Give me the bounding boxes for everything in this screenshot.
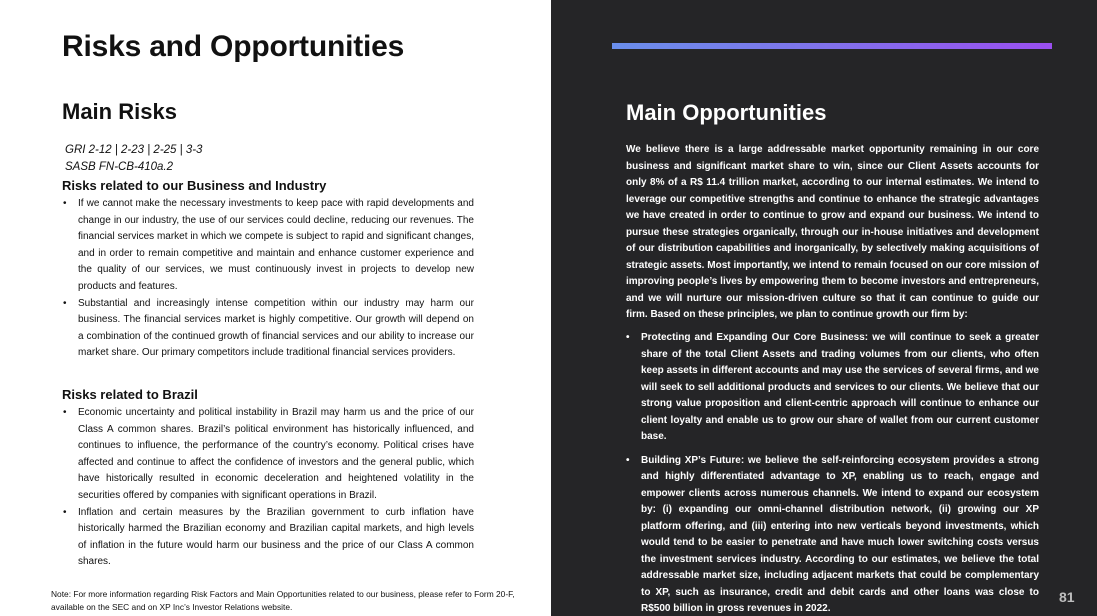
- page-number: 81: [1059, 589, 1075, 605]
- main-opportunities-heading: Main Opportunities: [626, 100, 827, 125]
- sasb-reference: SASB FN-CB-410a.2: [65, 161, 174, 173]
- list-item: • Substantial and increasingly intense competition within our industry may harm our business. The financial services market is highly competitive. Our growth will depend on a combination of the continued growth of financial services and our ability to increase our market share. Our primary competitors include traditional financial services providers.: [62, 296, 474, 362]
- opportunities-intro: We believe there is a large addressable market opportunity remaining in our core business and significant market share to win, since our Client Assets accounts for only 8% of a R$ 11.4 trillion market, according to our internal estimates. We intend to leverage our competitive strengths and continue to enhance the strategic advantages we have created in order to continue to grow and expand our business. We intend to pursue these strategies organically, through our in-house initiatives and development of our distribution capabilities and inorganically, by selectively making acquisitions of strategic assets. Most importantly, we intend to remain focused on our core mission of improving people’s lives by empowering them to become investors and entrepreneurs, and we will nurture our mission-driven culture so that it can continue to guide our firm. Based on these principles, we plan to continue growth our firm by:: [626, 144, 1039, 320]
- business-risks-list: [62, 196, 474, 362]
- main-risks-heading: Main Risks: [62, 99, 177, 124]
- gri-reference: GRI 2-12 | 2-23 | 2-25 | 3-3: [65, 144, 203, 156]
- business-risks-section: [62, 178, 474, 362]
- list-item: • If we cannot make the necessary investments to keep pace with rapid developments and change in our industry, the use of our services could decline, reducing our revenues. The financial services market in which we compete is subject to rapid and significant changes, and in order to remain competitive and maintain and enhance customer experience and the quality of our services, we must continuously invest in projects to develop new products and features.: [62, 196, 474, 296]
- list-item: • Building XP’s Future: we believe the self-reinforcing ecosystem provides a strong and highly differentiated advantage to XP, enabling us to reach, engage and empower clients across numerous channels. We intend to expand our ecosystem by: (i) expanding our omni-channel distribution network, (ii) growing our XP platform offering, and (iii) entering into new verticals beyond investments, which would tend to be easier to penetrate and have much lower switching costs versus the investment services industry. According to our estimates, we believe the total addressable market size, including adjacent markets that could be complementary to XP, such as insurance, credit and debit cards and other loans was close to R$500 billion in gross revenues in 2022.: [626, 453, 1039, 616]
- brazil-risks-list: [62, 405, 474, 571]
- business-risks-heading: Risks related to our Business and Industry: [62, 178, 327, 193]
- list-item: • Protecting and Expanding Our Core Business: we will continue to seek a greater share of the total Client Assets and trading volumes from our clients, who often keep assets in different accounts and may use the services of several firms, and we will seek to sell additional products and services to our clients. We believe that our strong value proposition and client-centric approach will continue to enhance our client loyalty and enable us to grow our share of wallet from our current customer base.: [626, 330, 1039, 446]
- list-item: • Inflation and certain measures by the Brazilian government to curb inflation have historically harmed the Brazilian economy and Brazilian capital markets, and high levels of inflation in the future would harm our business and the price of our Class A common shares.: [62, 505, 474, 571]
- accent-bar: [612, 43, 1052, 49]
- brazil-risks-section: [62, 387, 474, 571]
- footnote: Note: For more information regarding Risk Factors and Main Opportunities related to our business, please refer to Form 20-F, available on the SEC and on XP Inc’s Investor Relations website.: [51, 589, 515, 612]
- page-title: Risks and Opportunities: [62, 30, 405, 63]
- standards-references: [65, 142, 202, 176]
- opportunities-list: [626, 330, 1039, 616]
- brazil-risks-heading: Risks related to Brazil: [62, 387, 198, 402]
- list-item: • Economic uncertainty and political instability in Brazil may harm us and the price of our Class A common shares. Brazil’s political environment has historically influenced, and continues to influence, the performance of the country’s economy. Political crises have affected and continue to affect the confidence of investors and the general public, which have historically resulted in economic deceleration and heightened volatility in the securities offered by companies with significant operations in Brazil.: [62, 405, 474, 505]
- right-panel: [551, 0, 1097, 616]
